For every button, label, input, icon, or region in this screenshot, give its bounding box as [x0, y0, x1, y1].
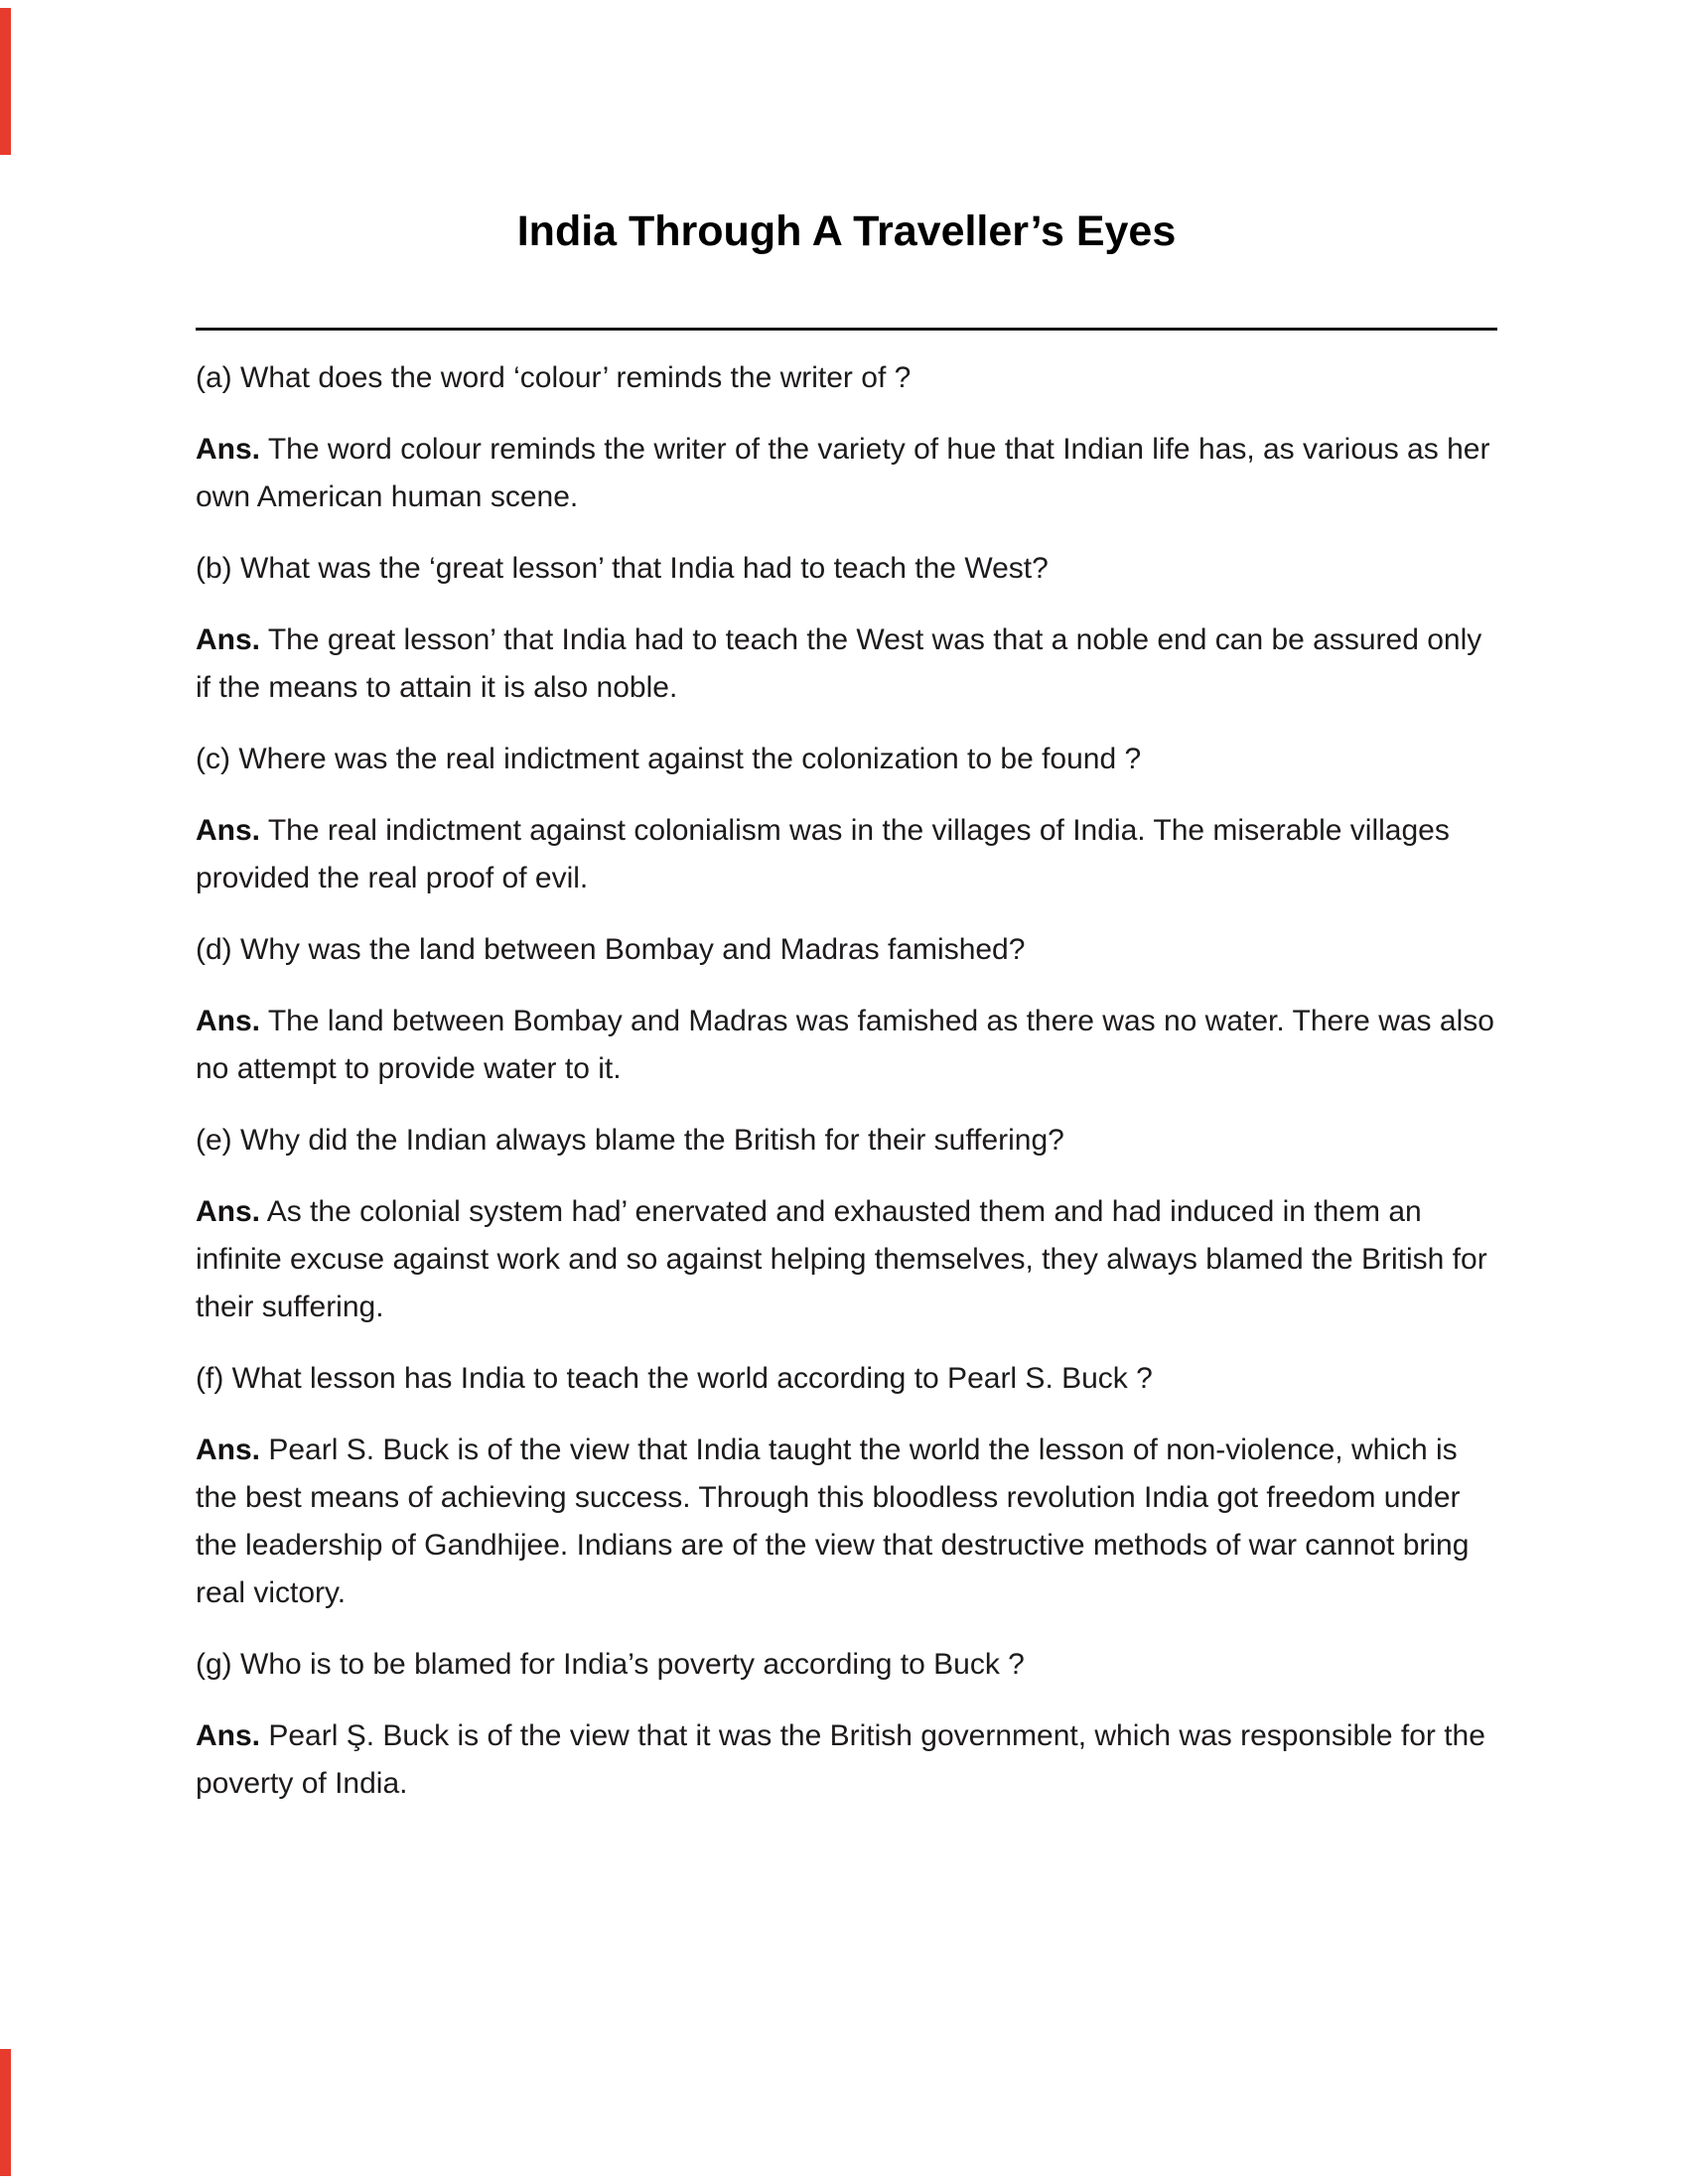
- answer-text: The land between Bombay and Madras was famished as there was no water. There was also no attempt to provide water to it.: [196, 1005, 1494, 1085]
- title-divider: [196, 328, 1497, 331]
- answer-label: Ans.: [196, 1433, 261, 1466]
- answer-label: Ans.: [196, 433, 261, 466]
- answer-a: [196, 426, 1497, 521]
- answer-e: [196, 1188, 1497, 1331]
- question-e: (e) Why did the Indian always blame the British for their suffering?: [196, 1124, 1064, 1157]
- answer-text: As the colonial system had’ enervated and exhausted them and had induced in them an infinite excuse against work and so against helping themselves, they always blamed the British for their suffering.: [196, 1195, 1487, 1323]
- answer-label: Ans.: [196, 1719, 261, 1752]
- answer-d: [196, 998, 1497, 1093]
- red-edge-mark-top: [0, 8, 11, 155]
- question-f: (f) What lesson has India to teach the world according to Pearl S. Buck ?: [196, 1362, 1153, 1395]
- question-b: (b) What was the ‘great lesson’ that India had to teach the West?: [196, 552, 1049, 585]
- page-title: India Through A Traveller’s Eyes: [516, 207, 1177, 255]
- answer-label: Ans.: [196, 1195, 261, 1228]
- question-c: (c) Where was the real indictment against the colonization to be found ?: [196, 743, 1142, 775]
- answer-text: The great lesson’ that India had to teach the West was that a noble end can be assured only if the means to attain it is also noble.: [196, 623, 1482, 704]
- answer-g: [196, 1712, 1497, 1808]
- answer-label: Ans.: [196, 1005, 261, 1037]
- qa-list: [196, 354, 1497, 1808]
- question-a: (a) What does the word ‘colour’ reminds the writer of ?: [196, 361, 912, 394]
- question-d: (d) Why was the land between Bombay and Madras famished?: [196, 933, 1026, 966]
- answer-text: The real indictment against colonialism was in the villages of India. The miserable villages provided the real proof of evil.: [196, 814, 1450, 894]
- answer-c: [196, 807, 1497, 902]
- answer-text: Pearl Ş. Buck is of the view that it was the British government, which was responsible for the poverty of India.: [196, 1719, 1485, 1800]
- answer-label: Ans.: [196, 623, 261, 656]
- answer-b: [196, 616, 1497, 712]
- answer-f: [196, 1427, 1497, 1617]
- document-page: [196, 0, 1497, 1808]
- question-g: (g) Who is to be blamed for India’s poverty according to Buck ?: [196, 1648, 1025, 1681]
- answer-text: Pearl S. Buck is of the view that India taught the world the lesson of non-violence, which is the best means of achieving success. Through this bloodless revolution India got freedom under the leadership of Gandhijee. Indians are of the view that destructive methods of war cannot bring real victory.: [196, 1433, 1470, 1609]
- red-edge-mark-bottom: [0, 2049, 11, 2176]
- answer-label: Ans.: [196, 814, 261, 847]
- answer-text: The word colour reminds the writer of the variety of hue that Indian life has, as various as her own American human scene.: [196, 433, 1490, 513]
